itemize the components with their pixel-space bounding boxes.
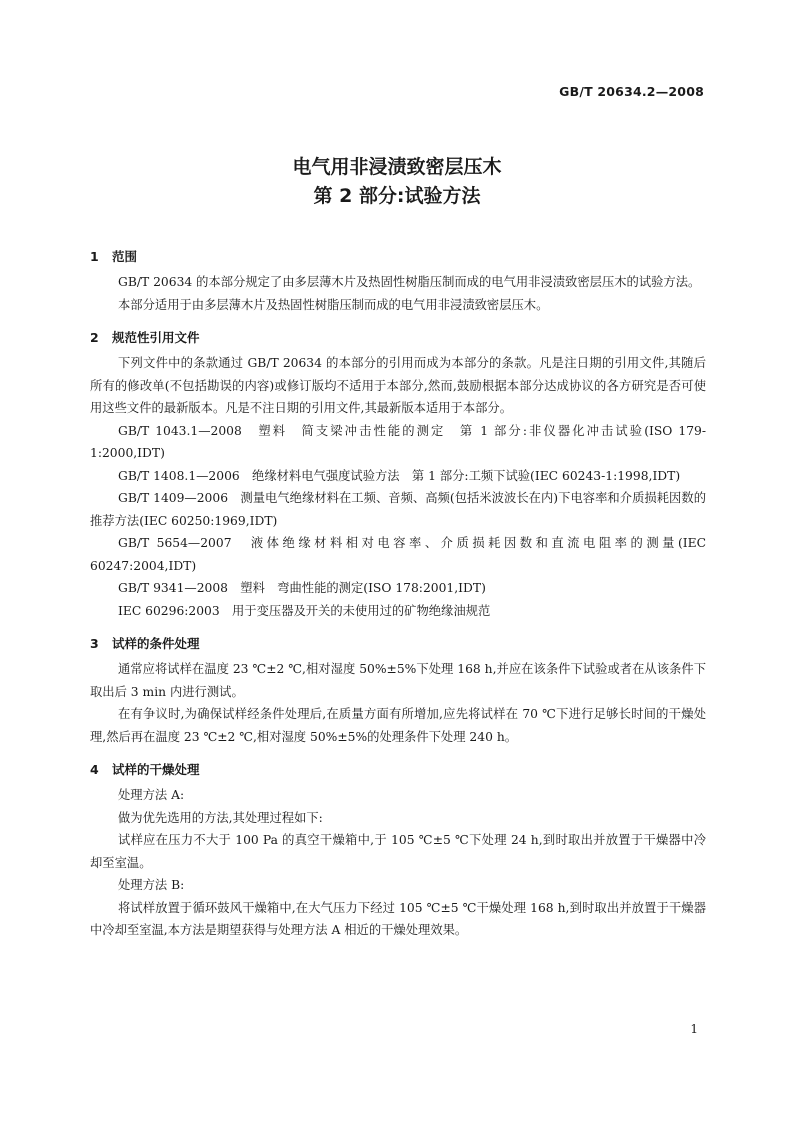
page-number: 1 bbox=[690, 1022, 698, 1036]
paragraph: GB/T 20634 的本部分规定了由多层薄木片及热固性树脂压制而成的电气用非浸渍致密层压木的试验方法。 bbox=[118, 275, 701, 289]
reference-item: GB/T 1043.1—2008 塑料 简支梁冲击性能的测定 第 1 部分:非仪器化冲击试验(ISO 179-1:2000,IDT) bbox=[90, 423, 706, 460]
section-number: 1 bbox=[90, 249, 99, 264]
section-heading-normative-references bbox=[90, 328, 706, 352]
reference-item: IEC 60296:2003 用于变压器及开关的未使用过的矿物绝缘油规范 bbox=[118, 603, 491, 618]
section-title: 试样的条件处理 bbox=[112, 636, 200, 651]
section-number: 3 bbox=[90, 636, 99, 651]
reference-item: GB/T 5654—2007 液体绝缘材料相对电容率、介质损耗因数和直流电阻率的测量(IEC 60247:2004,IDT) bbox=[90, 536, 706, 573]
document-subtitle: 第 2 部分:试验方法 bbox=[313, 185, 481, 207]
paragraph: 试样应在压力不大于 100 Pa 的真空干燥箱中,于 105 ℃±5 ℃下处理 24 h,到时取出并放置于干燥器中冷却至室温。 bbox=[90, 833, 706, 870]
paragraph: 处理方法 B: bbox=[118, 878, 185, 892]
paragraph: 下列文件中的条款通过 GB/T 20634 的本部分的引用而成为本部分的条款。凡是注日期的引用文件,其随后所有的修改单(不包括勘误的内容)或修订版均不适用于本部分,然而,鼓励根据本部分达成协议的各方研究是否可使用这些文件的最新版本。凡是不注日期的引用文件,其最新版本适用于本部分。 bbox=[90, 356, 706, 415]
section-heading-scope bbox=[90, 247, 706, 271]
section-heading-drying bbox=[90, 760, 706, 784]
standard-number: GB/T 20634.2—2008 bbox=[559, 84, 704, 99]
paragraph: 将试样放置于循环鼓风干燥箱中,在大气压力下经过 105 ℃±5 ℃干燥处理 168 h,到时取出并放置于干燥器中冷却至室温,本方法是期望获得与处理方法 A 相近的干燥处理效果。 bbox=[90, 900, 706, 937]
section-title: 规范性引用文件 bbox=[112, 330, 200, 345]
reference-item: GB/T 1409—2006 测量电气绝缘材料在工频、音频、高频(包括米波波长在内)下电容率和介质损耗因数的推荐方法(IEC 60250:1969,IDT) bbox=[90, 491, 706, 528]
paragraph: 处理方法 A: bbox=[118, 788, 185, 802]
section-title: 范围 bbox=[112, 249, 138, 264]
paragraph: 在有争议时,为确保试样经条件处理后,在质量方面有所增加,应先将试样在 70 ℃下进行足够长时间的干燥处理,然后再在温度 23 ℃±2 ℃,相对湿度 50%±5%的处理条件下处理 240 h。 bbox=[90, 707, 706, 744]
section-title: 试样的干燥处理 bbox=[112, 762, 200, 777]
reference-item: GB/T 1408.1—2006 绝缘材料电气强度试验方法 第 1 部分:工频下试验(IEC 60243-1:1998,IDT) bbox=[118, 468, 681, 483]
document-body bbox=[90, 247, 706, 942]
reference-item: GB/T 9341—2008 塑料 弯曲性能的测定(ISO 178:2001,IDT) bbox=[118, 581, 486, 595]
section-heading-conditioning bbox=[90, 634, 706, 658]
paragraph: 做为优先选用的方法,其处理过程如下: bbox=[118, 810, 323, 825]
section-number: 2 bbox=[90, 330, 99, 345]
paragraph: 通常应将试样在温度 23 ℃±2 ℃,相对湿度 50%±5%下处理 168 h,并应在该条件下试验或者在从该条件下取出后 3 min 内进行测试。 bbox=[90, 662, 706, 699]
document-title: 电气用非浸渍致密层压木 bbox=[292, 156, 502, 178]
paragraph: 本部分适用于由多层薄木片及热固性树脂压制而成的电气用非浸渍致密层压木。 bbox=[118, 297, 549, 312]
section-number: 4 bbox=[90, 762, 99, 777]
